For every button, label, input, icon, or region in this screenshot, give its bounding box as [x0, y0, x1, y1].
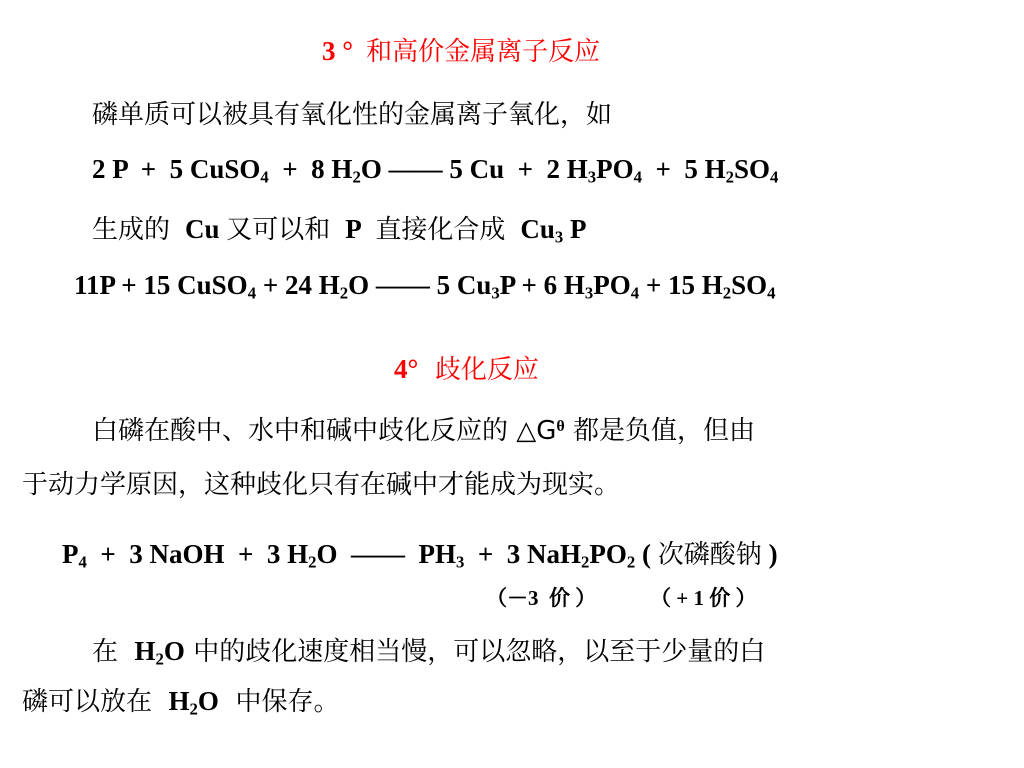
- eq2-sub-a: 4: [247, 283, 257, 303]
- equation-cu3p: [74, 270, 776, 303]
- eq3-part-c: O —— PH: [316, 539, 457, 569]
- eq3-part-a: P: [62, 539, 79, 569]
- eq2-sub-g: 4: [767, 283, 776, 303]
- equation-cuso4: [92, 154, 779, 187]
- eq3-sub-b: 2: [308, 552, 317, 572]
- eq1-sub-d: 4: [633, 167, 642, 187]
- para2-o2: O: [197, 686, 219, 716]
- line2-p: P: [338, 214, 368, 244]
- para1-text-b: 都是负值，但由: [564, 416, 756, 446]
- section4-number: 4°: [394, 354, 419, 384]
- section3-number: 3 °: [322, 36, 354, 66]
- para1-theta-sup: θ: [556, 418, 565, 435]
- eq3-part-f: (: [635, 539, 658, 569]
- para2-o: O: [163, 636, 185, 666]
- eq3-part-g: ): [761, 539, 778, 569]
- eq2-sub-b: 2: [339, 283, 349, 303]
- section4-para2-line2: [22, 686, 340, 719]
- para2-h2-sub: 2: [189, 699, 198, 719]
- eq3-sub-a: 4: [78, 552, 87, 572]
- eq2-part-e: PO: [593, 270, 631, 300]
- eq3-part-d: + 3 NaH: [464, 539, 582, 569]
- eq2-part-a: 11P + 15 CuSO: [74, 270, 248, 300]
- eq1-sub-b: 2: [352, 167, 361, 187]
- eq2-sub-d: 3: [584, 283, 594, 303]
- section4-heading: [394, 356, 539, 383]
- para2-text-c: 磷可以放在: [22, 687, 169, 717]
- para2-h-sub: 2: [155, 649, 164, 669]
- section3-intro: 磷单质可以被具有氧化性的金属离子氧化，如: [92, 100, 613, 130]
- eq2-sub-e: 4: [630, 283, 640, 303]
- eq1-sub-f: 4: [770, 167, 779, 187]
- eq3-sub-c: 3: [456, 552, 465, 572]
- eq2-part-g: SO: [731, 270, 768, 300]
- para2-text-a: 在: [92, 637, 135, 667]
- section3-heading: [322, 38, 600, 65]
- line2-cu3-sub: 3: [554, 227, 564, 247]
- equation-naoh: [62, 539, 778, 572]
- eq2-part-d: P + 6 H: [499, 270, 585, 300]
- eq2-part-f: + 15 H: [639, 270, 723, 300]
- eq1-part-f: SO: [733, 154, 771, 184]
- para2-h2o: [134, 636, 185, 669]
- para1-text-a: 白磷在酸中、水中和碱中歧化反应的 △G: [92, 416, 557, 446]
- eq1-sub-c: 3: [587, 167, 597, 187]
- line2-cu3-formula: [513, 214, 587, 247]
- eq1-part-a: 2 P + 5 CuSO: [92, 154, 261, 184]
- eq3-chinese-name: 次磷酸钠: [657, 540, 762, 570]
- eq3-part-b: + 3 NaOH + 3 H: [86, 539, 309, 569]
- line2-cu: Cu: [178, 214, 227, 244]
- eq2-sub-f: 2: [722, 283, 732, 303]
- eq1-part-c: O —— 5 Cu + 2 H: [360, 154, 588, 184]
- eq3-part-e: PO: [589, 539, 627, 569]
- para2-text-d: 中保存。: [218, 687, 340, 717]
- eq1-sub-a: 4: [260, 167, 269, 187]
- section4-para2-line1: [92, 636, 766, 669]
- eq3-sub-e: 2: [626, 552, 636, 572]
- eq1-part-e: + 5 H: [641, 154, 726, 184]
- section3-line2: [92, 214, 587, 247]
- eq3-sub-d: 2: [581, 552, 590, 572]
- eq2-part-b: + 24 H: [256, 270, 340, 300]
- para2-h: H: [134, 636, 156, 666]
- line2-text-1: 生成的: [92, 215, 179, 245]
- para2-h2: H: [168, 686, 190, 716]
- section4-para1-line1: [92, 418, 755, 444]
- para2-text-b: 中的歧化速度相当慢，可以忽略，以至于少量的白: [184, 637, 766, 667]
- eq1-sub-e: 2: [725, 167, 734, 187]
- eq1-part-d: PO: [596, 154, 634, 184]
- line2-p2: P: [563, 214, 587, 244]
- line2-text-2: 又可以和: [226, 215, 339, 245]
- eq1-part-b: + 8 H: [268, 154, 353, 184]
- section3-title: 和高价金属离子反应: [366, 37, 601, 67]
- eq2-sub-c: 3: [491, 283, 500, 303]
- valence-left: （－3 价 ）: [486, 586, 597, 610]
- section4-title: 歧化反应: [418, 355, 539, 385]
- para2-h2o-2: [168, 686, 219, 719]
- eq2-part-c: O —— 5 Cu: [348, 270, 492, 300]
- line2-text-3: 直接化合成: [367, 215, 514, 245]
- section4-para1-line2: 于动力学原因，这种歧化只有在碱中才能成为现实。: [22, 470, 621, 500]
- line2-cu3: Cu: [513, 214, 555, 244]
- valence-right: （ + 1 价 ）: [650, 586, 757, 610]
